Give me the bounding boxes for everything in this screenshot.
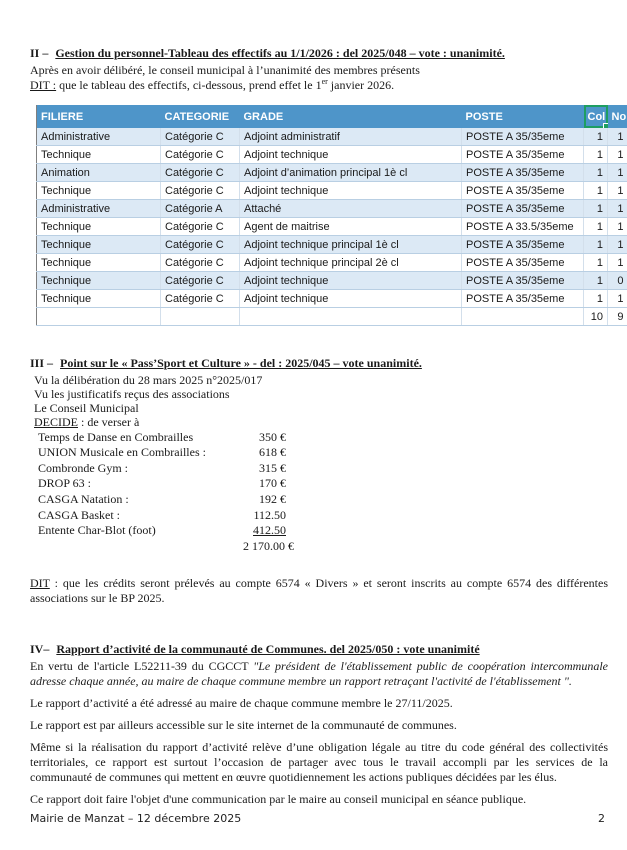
column-header: GRADE	[240, 105, 462, 128]
table-header-row	[37, 105, 627, 128]
table-row	[37, 182, 627, 200]
para1-quote: "Le président de l'établissement public de coopération intercommunale adresse chaque année, au maire de chaque commune membre un rapport retraçant l'activité de l'établissement ".	[30, 659, 609, 689]
totals-cell: 10	[584, 308, 608, 326]
table-row	[37, 236, 627, 254]
section4-heading-prefix: IV–	[30, 642, 50, 657]
dit-text-after: janvier 2026.	[327, 78, 395, 92]
dit-label: DIT	[30, 576, 50, 591]
table-cell: Animation	[37, 164, 161, 182]
grant-amount: 618 €	[259, 445, 286, 460]
table-row	[37, 218, 627, 236]
table-cell: Attaché	[240, 200, 462, 218]
table-cell: 1	[608, 236, 627, 254]
table-cell: 1	[608, 182, 627, 200]
decide-label: DECIDE	[34, 415, 78, 430]
table-cell: Catégorie C	[161, 146, 240, 164]
table-row	[37, 164, 627, 182]
page-number: 2	[598, 812, 605, 825]
table-row	[37, 272, 627, 290]
page-footer	[30, 812, 605, 825]
section3-decide-line	[34, 415, 608, 429]
column-header: Col	[584, 105, 608, 128]
dit-label: DIT :	[30, 78, 57, 92]
table-cell: Technique	[37, 236, 161, 254]
column-header: FILIERE	[37, 105, 161, 128]
grant-name: DROP 63 :	[38, 476, 91, 491]
table-cell: 1	[608, 164, 627, 182]
table-cell: Catégorie C	[161, 164, 240, 182]
section2-heading-prefix: II –	[30, 46, 49, 60]
table-cell: Catégorie C	[161, 128, 240, 146]
table-cell: 1	[584, 272, 608, 290]
grant-name: CASGA Basket :	[38, 507, 121, 522]
section4-paragraph2: Le rapport d’activité a été adressé au maire de chaque commune membre le 27/11/2025.	[30, 696, 453, 711]
table-cell: 0	[608, 272, 627, 290]
table-cell: 1	[608, 218, 627, 236]
column-header: POSTE	[462, 105, 584, 128]
table-cell: 1	[608, 128, 627, 146]
table-cell: Adjoint technique	[240, 272, 462, 290]
section3-heading	[30, 356, 608, 371]
table-cell: Catégorie C	[161, 290, 240, 308]
table-row	[37, 290, 627, 308]
table-cell: 1	[608, 200, 627, 218]
section2-paragraph: Après en avoir délibéré, le conseil municipal à l’unanimité des membres présents	[30, 63, 420, 77]
decide-rest: : de verser à	[78, 415, 140, 430]
section4-heading	[30, 642, 608, 657]
table-body	[37, 128, 627, 308]
effectifs-table	[36, 105, 627, 326]
table-cell: 1	[584, 218, 608, 236]
section4-paragraph5: Ce rapport doit faire l'objet d'une communication par le maire au conseil municipal en séance publique.	[30, 792, 527, 807]
table-cell: POSTE A 35/35eme	[462, 164, 584, 182]
table-cell: POSTE A 35/35eme	[462, 236, 584, 254]
table-cell: Technique	[37, 254, 161, 272]
grant-amount: 112.50	[253, 507, 286, 522]
table-cell: POSTE A 35/35eme	[462, 254, 584, 272]
table-row	[37, 200, 627, 218]
table-cell: 1	[584, 128, 608, 146]
footer-text: Mairie de Manzat – 12 décembre 2025	[30, 812, 242, 825]
dit-text-before: que le tableau des effectifs, ci-dessous, prend effet le 1	[56, 78, 322, 92]
totals-cell	[161, 308, 240, 326]
table-cell: Catégorie C	[161, 254, 240, 272]
grant-name: Temps de Danse en Combrailles	[38, 429, 194, 444]
table-cell: 1	[608, 254, 627, 272]
grant-row	[38, 476, 286, 492]
table-cell: POSTE A 35/35eme	[462, 272, 584, 290]
grant-name: CASGA Natation :	[38, 492, 129, 506]
table-cell: Catégorie C	[161, 236, 240, 254]
totals-cell	[37, 308, 161, 326]
grant-name: Entente Char-Blot (foot)	[38, 523, 156, 538]
section2-heading	[30, 46, 608, 61]
table-cell: Catégorie A	[161, 200, 240, 218]
section4-paragraph3: Le rapport est par ailleurs accessible sur le site internet de la communauté de communes.	[30, 718, 457, 733]
table-cell: Administrative	[37, 200, 161, 218]
dit-superscript: er	[321, 77, 328, 86]
table-cell: 1	[584, 200, 608, 218]
totals-cell: 9	[608, 308, 627, 326]
grant-name: UNION Musicale en Combrailles :	[38, 445, 206, 460]
grant-amount: 170 €	[259, 476, 286, 491]
table-cell: Adjoint technique principal 1è cl	[240, 236, 462, 254]
table-cell: Technique	[37, 182, 161, 200]
section4-paragraph1	[30, 659, 608, 689]
para1-normal: En vertu de l'article L52211-39 du CGCCT	[30, 659, 254, 674]
section3-heading-text: Point sur le « Pass’Sport et Culture » - del : 2025/045 – vote unanimité.	[60, 356, 422, 370]
section3-line2: Vu les justificatifs reçus des associations	[34, 387, 230, 402]
section3	[30, 356, 608, 606]
table-cell: Catégorie C	[161, 182, 240, 200]
grant-amount: 192 €	[259, 492, 286, 506]
table-cell: POSTE A 35/35eme	[462, 290, 584, 308]
table-cell: POSTE A 35/35eme	[462, 200, 584, 218]
table-cell: 1	[584, 236, 608, 254]
table-cell: 1	[608, 290, 627, 308]
table-cell: Agent de maitrise	[240, 218, 462, 236]
table-cell: Adjoint technique	[240, 182, 462, 200]
grant-amount: 315 €	[259, 460, 286, 475]
table-cell: 1	[584, 164, 608, 182]
table-cell: Adjoint technique	[240, 290, 462, 308]
table-cell: POSTE A 35/35eme	[462, 182, 584, 200]
table-cell: 1	[584, 254, 608, 272]
table-row	[37, 146, 627, 164]
grant-row	[38, 445, 286, 461]
grant-row	[38, 430, 286, 446]
table-cell: POSTE A 35/35eme	[462, 146, 584, 164]
column-header: No	[608, 105, 627, 128]
section4	[30, 642, 608, 807]
grant-name: Combronde Gym :	[38, 460, 128, 475]
table-cell: 1	[584, 290, 608, 308]
section3-dit-paragraph	[30, 576, 608, 606]
totals-cell	[240, 308, 462, 326]
table-row	[37, 128, 627, 146]
table-cell: Technique	[37, 218, 161, 236]
column-header: CATEGORIE	[161, 105, 240, 128]
table-totals-row	[37, 308, 627, 326]
grant-row	[38, 461, 286, 477]
table-cell: 1	[608, 146, 627, 164]
table-cell: Technique	[37, 272, 161, 290]
table-cell: POSTE A 35/35eme	[462, 128, 584, 146]
grant-row	[38, 523, 286, 539]
table-cell: Catégorie C	[161, 218, 240, 236]
section3-line3: Le Conseil Municipal	[34, 401, 139, 416]
table-cell: Technique	[37, 290, 161, 308]
dit-text: : que les crédits seront prélevés au compte 6574 « Divers » et seront inscrits au compte 6574 des différentes associations sur le BP 2025.	[30, 576, 608, 606]
table-cell: Adjoint technique	[240, 146, 462, 164]
section4-heading-text: Rapport d’activité de la communauté de Communes. del 2025/050 : vote unanimité	[56, 642, 480, 657]
section2-heading-text: Gestion du personnel-Tableau des effectifs au 1/1/2026 : del 2025/048 – vote : unanimité.	[55, 46, 505, 60]
table-cell: Technique	[37, 146, 161, 164]
section3-heading-prefix: III –	[30, 356, 54, 370]
table-cell: Catégorie C	[161, 272, 240, 290]
table-cell: Adjoint administratif	[240, 128, 462, 146]
section3-line1: Vu la délibération du 28 mars 2025 n°2025/017	[34, 373, 263, 387]
table-cell: 1	[584, 182, 608, 200]
section2-dit-line	[30, 78, 608, 93]
table-cell: Adjoint d’animation principal 1è cl	[240, 164, 462, 182]
table-row	[37, 254, 627, 272]
grants-total: 2 170.00 €	[243, 538, 294, 553]
grant-row	[38, 508, 286, 524]
table-cell: Administrative	[37, 128, 161, 146]
totals-cell	[462, 308, 584, 326]
section4-paragraph4: Même si la réalisation du rapport d’activité relève d’une obligation légale au titre du code général des collectivités territoriales, ce rapport est surtout l’occasion de partager avec tous le travail accompli par les services de la communauté de communes qui mettent en œuvre quotidiennement les actions publiques décidées par les élus.	[30, 740, 608, 785]
table-cell: Adjoint technique principal 2è cl	[240, 254, 462, 272]
grant-amount: 412.50	[253, 523, 286, 538]
grants-list	[38, 430, 286, 539]
grant-amount: 350 €	[259, 429, 286, 444]
table-cell: POSTE A 33.5/35eme	[462, 218, 584, 236]
grant-row	[38, 492, 286, 508]
table-cell: 1	[584, 146, 608, 164]
